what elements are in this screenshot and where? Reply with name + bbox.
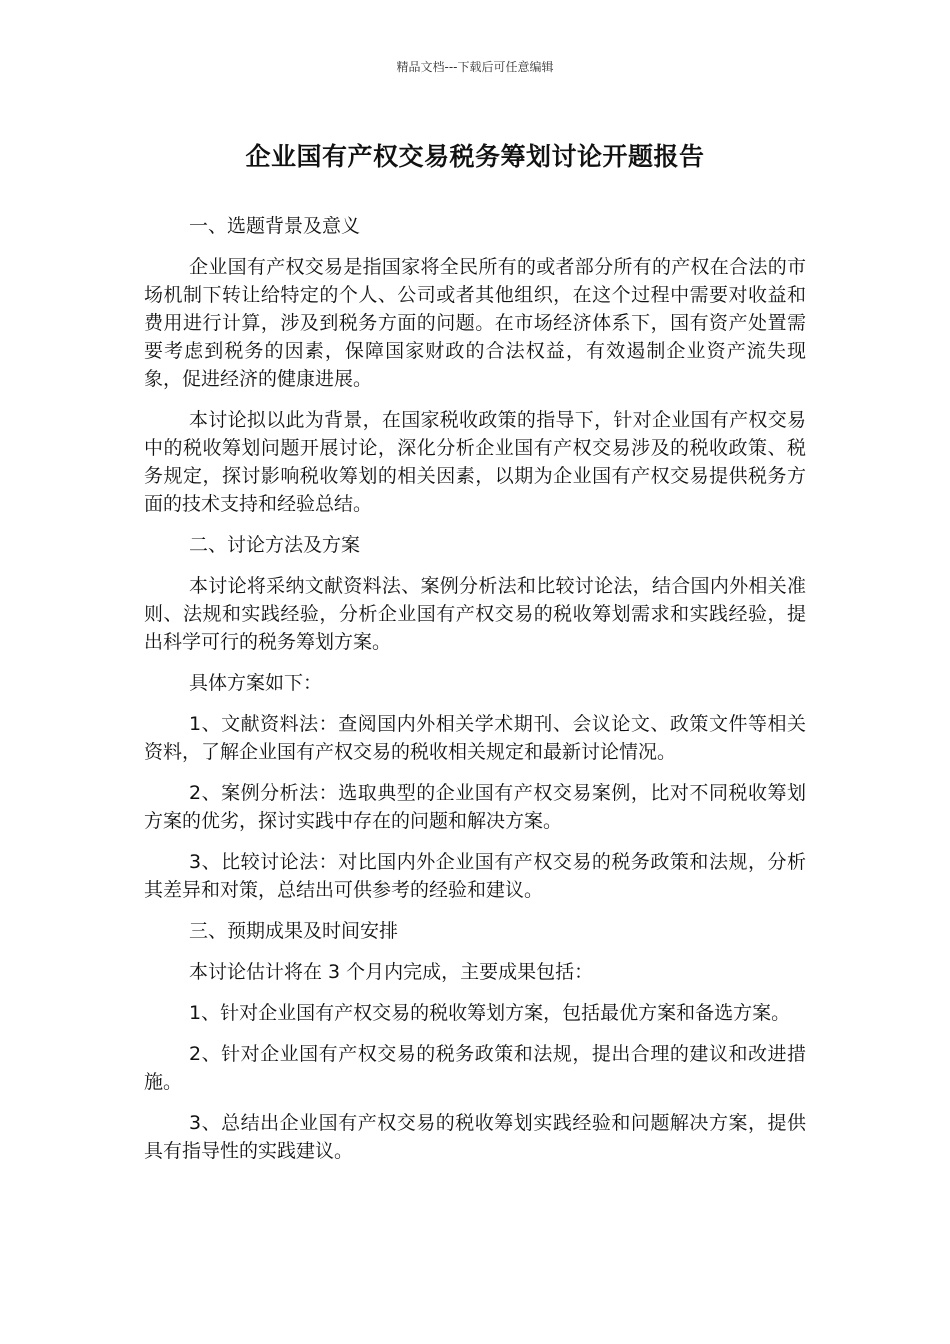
document-body — [144, 212, 806, 1178]
paragraph: 本讨论将采纳文献资料法、案例分析法和比较讨论法，结合国内外相关准则、法规和实践经验，分析企业国有产权交易的税收筹划需求和实践经验，提出科学可行的税务筹划方案。 — [144, 575, 806, 653]
list-item: 2、针对企业国有产权交易的税务政策和法规，提出合理的建议和改进措施。 — [144, 1043, 806, 1093]
section-heading: 三、预期成果及时间安排 — [189, 920, 399, 942]
list-item: 1、针对企业国有产权交易的税收筹划方案，包括最优方案和备选方案。 — [189, 1002, 791, 1024]
list-item: 2、案例分析法：选取典型的企业国有产权交易案例，比对不同税收筹划方案的优劣，探讨实践中存在的问题和解决方案。 — [144, 782, 806, 832]
page-header: 精品文档---下载后可任意编辑 — [396, 60, 554, 74]
section-heading: 一、选题背景及意义 — [189, 215, 361, 237]
paragraph: 本讨论估计将在 3 个月内完成，主要成果包括： — [189, 961, 594, 983]
list-item: 3、比较讨论法：对比国内外企业国有产权交易的税务政策和法规，分析其差异和对策，总结出可供参考的经验和建议。 — [144, 851, 806, 901]
list-item: 1、文献资料法：查阅国内外相关学术期刊、会议论文、政策文件等相关资料，了解企业国有产权交易的税收相关规定和最新讨论情况。 — [144, 713, 806, 763]
list-item: 3、总结出企业国有产权交易的税收筹划实践经验和问题解决方案，提供具有指导性的实践建议。 — [144, 1112, 806, 1162]
section-heading: 二、讨论方法及方案 — [189, 534, 361, 556]
paragraph: 企业国有产权交易是指国家将全民所有的或者部分所有的产权在合法的市场机制下转让给特定的个人、公司或者其他组织，在这个过程中需要对收益和费用进行计算，涉及到税务方面的问题。在市场经济体系下，国有资产处置需要考虑到税务的因素，保障国家财政的合法权益，有效遏制企业资产流失现象，促进经济的健康进展。 — [144, 256, 806, 390]
document-title: 企业国有产权交易税务筹划讨论开题报告 — [245, 142, 705, 171]
paragraph: 本讨论拟以此为背景，在国家税收政策的指导下，针对企业国有产权交易中的税收筹划问题开展讨论，深化分析企业国有产权交易涉及的税收政策、税务规定，探讨影响税收筹划的相关因素，以期为企业国有产权交易提供税务方面的技术支持和经验总结。 — [144, 409, 806, 515]
paragraph: 具体方案如下： — [189, 672, 323, 694]
